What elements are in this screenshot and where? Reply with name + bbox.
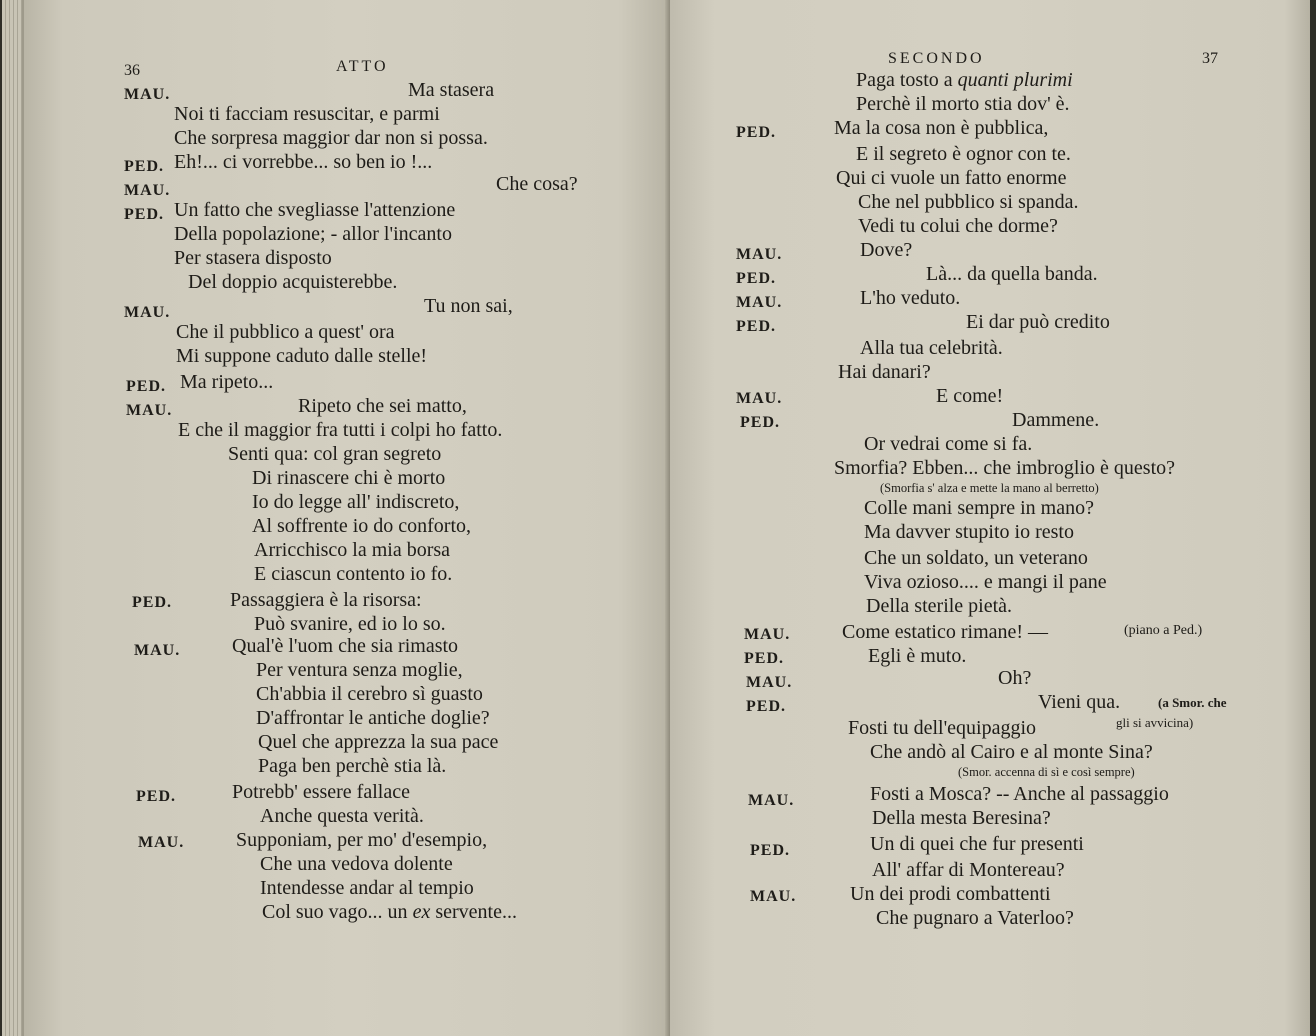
verse-line: Ripeto che sei matto, — [298, 395, 467, 417]
verse-line: Smorfia? Ebben... che imbroglio è questo? — [834, 457, 1176, 479]
verse-line: Mi suppone caduto dalle stelle! — [176, 345, 428, 367]
verse-line: Della sterile pietà. — [866, 595, 1013, 617]
speaker-label: PED. — [132, 594, 172, 611]
verse-line: Fosti a Mosca? -- Anche al passaggio — [870, 783, 1169, 805]
verse-line: Per stasera disposto — [174, 247, 332, 269]
verse-line: Di rinascere chi è morto — [252, 467, 446, 489]
speaker-label: MAU. — [736, 246, 783, 263]
verse-line: Egli è muto. — [868, 645, 967, 667]
speaker-label: MAU. — [124, 304, 171, 321]
page-number: 36 — [124, 62, 140, 79]
page-number: 37 — [1202, 50, 1218, 67]
verse-line: Che il pubblico a quest' ora — [176, 321, 395, 343]
speaker-label: MAU. — [748, 792, 795, 809]
verse-line: Io do legge all' indiscreto, — [252, 491, 460, 513]
verse-line: Là... da quella banda. — [926, 263, 1098, 285]
verse-line: Come estatico rimane! — — [842, 621, 1049, 643]
speaker-label: PED. — [740, 414, 780, 431]
verse-line: E il segreto è ognor con te. — [856, 143, 1071, 165]
stage-direction: (piano a Ped.) — [1124, 623, 1203, 638]
verse-line: Arricchisco la mia borsa — [254, 539, 451, 561]
left-page — [22, 0, 670, 1036]
speaker-label: PED. — [744, 650, 784, 667]
speaker-label: PED. — [136, 788, 176, 805]
verse-line: Tu non sai, — [424, 295, 513, 317]
speaker-label: MAU. — [124, 182, 171, 199]
page-edges — [2, 0, 24, 1036]
verse-line: Ma ripeto... — [180, 371, 274, 393]
verse-line: Qual'è l'uom che sia rimasto — [232, 635, 459, 657]
verse-line: Col suo vago... un ex servente... — [262, 901, 517, 923]
speaker-label: MAU. — [736, 390, 783, 407]
stage-direction: gli si avvicina) — [1116, 715, 1194, 730]
verse-line: Alla tua celebrità. — [860, 337, 1003, 359]
verse-line: L'ho veduto. — [860, 287, 961, 309]
verse-line: Perchè il morto stia dov' è. — [856, 93, 1070, 115]
verse-line: E che il maggior fra tutti i colpi ho fatto. — [178, 419, 503, 441]
verse-line: Oh? — [998, 667, 1032, 689]
speaker-label: MAU. — [134, 642, 181, 659]
verse-line: Fosti tu dell'equipaggio — [848, 717, 1037, 739]
verse-line: Paga ben perchè stia là. — [258, 755, 447, 777]
verse-line: Viva ozioso.... e mangi il pane — [864, 571, 1107, 593]
verse-line: Un fatto che svegliasse l'attenzione — [174, 199, 456, 221]
verse-line: Colle mani sempre in mano? — [864, 497, 1094, 519]
speaker-label: PED. — [750, 842, 790, 859]
speaker-label: PED. — [736, 318, 776, 335]
stage-direction: (a Smor. che — [1158, 695, 1227, 710]
verse-line: E come! — [936, 385, 1004, 407]
verse-line: E ciascun contento io fo. — [254, 563, 453, 585]
verse-line: Or vedrai come si fa. — [864, 433, 1033, 455]
verse-line: Paga tosto a quanti plurimi — [856, 69, 1073, 91]
verse-line: Passaggiera è la risorsa: — [230, 589, 422, 611]
speaker-label: PED. — [126, 378, 166, 395]
speaker-label: MAU. — [126, 402, 173, 419]
stage-direction: (Smorfia s' alza e mette la mano al berretto) — [880, 481, 1099, 495]
verse-line: Della mesta Beresina? — [872, 807, 1051, 829]
speaker-label: MAU. — [744, 626, 791, 643]
speaker-label: PED. — [124, 206, 164, 223]
right-page — [670, 0, 1310, 1036]
speaker-label: PED. — [736, 270, 776, 287]
speaker-label: PED. — [736, 124, 776, 141]
verse-line: Del doppio acquisterebbe. — [188, 271, 398, 293]
verse-line: Ei dar può credito — [966, 311, 1110, 333]
verse-line: Ma davver stupito io resto — [864, 521, 1074, 543]
verse-line: Che nel pubblico si spanda. — [858, 191, 1079, 213]
verse-line: Qui ci vuole un fatto enorme — [836, 167, 1067, 189]
verse-line: Che pugnaro a Vaterloo? — [876, 907, 1074, 929]
verse-line: Ma la cosa non è pubblica, — [834, 117, 1049, 139]
speaker-label: PED. — [124, 158, 164, 175]
stage-direction: (Smor. accenna di sì e così sempre) — [958, 765, 1135, 779]
verse-line: Al soffrente io do conforto, — [252, 515, 472, 537]
running-head: SECONDO — [888, 50, 985, 67]
speaker-label: MAU. — [746, 674, 793, 691]
verse-line: Senti qua: col gran segreto — [228, 443, 442, 465]
speaker-label: MAU. — [124, 86, 171, 103]
verse-line: All' affar di Montereau? — [872, 859, 1065, 881]
verse-line: Noi ti facciam resuscitar, e parmi — [174, 103, 440, 125]
verse-line: Che andò al Cairo e al monte Sina? — [870, 741, 1153, 763]
speaker-label: MAU. — [750, 888, 797, 905]
verse-line: D'affrontar le antiche doglie? — [256, 707, 490, 729]
verse-line: Dove? — [860, 239, 913, 261]
verse-line: Intendesse andar al tempio — [260, 877, 474, 899]
verse-line: Anche questa verità. — [260, 805, 424, 827]
verse-line: Che un soldato, un veterano — [864, 547, 1088, 569]
verse-line: Un di quei che fur presenti — [870, 833, 1084, 855]
speaker-label: MAU. — [736, 294, 783, 311]
verse-line: Eh!... ci vorrebbe... so ben io !... — [174, 151, 433, 173]
verse-line: Quel che apprezza la sua pace — [258, 731, 499, 753]
verse-line: Che sorpresa maggior dar non si possa. — [174, 127, 488, 149]
verse-line: Supponiam, per mo' d'esempio, — [236, 829, 488, 851]
verse-line: Ma stasera — [408, 79, 495, 101]
verse-line: Che una vedova dolente — [260, 853, 453, 875]
verse-line: Hai danari? — [838, 361, 931, 383]
verse-line: Vieni qua. — [1038, 691, 1121, 713]
verse-line: Un dei prodi combattenti — [850, 883, 1051, 905]
verse-line: Della popolazione; - allor l'incanto — [174, 223, 452, 245]
verse-line: Vedi tu colui che dorme? — [858, 215, 1058, 237]
speaker-label: PED. — [746, 698, 786, 715]
verse-line: Può svanire, ed io lo so. — [254, 613, 446, 635]
verse-line: Che cosa? — [496, 173, 578, 195]
running-head: ATTO — [336, 58, 389, 75]
verse-line: Ch'abbia il cerebro sì guasto — [256, 683, 483, 705]
verse-line: Potrebb' essere fallace — [232, 781, 410, 803]
verse-line: Dammene. — [1012, 409, 1100, 431]
verse-line: Per ventura senza moglie, — [256, 659, 463, 681]
speaker-label: MAU. — [138, 834, 185, 851]
